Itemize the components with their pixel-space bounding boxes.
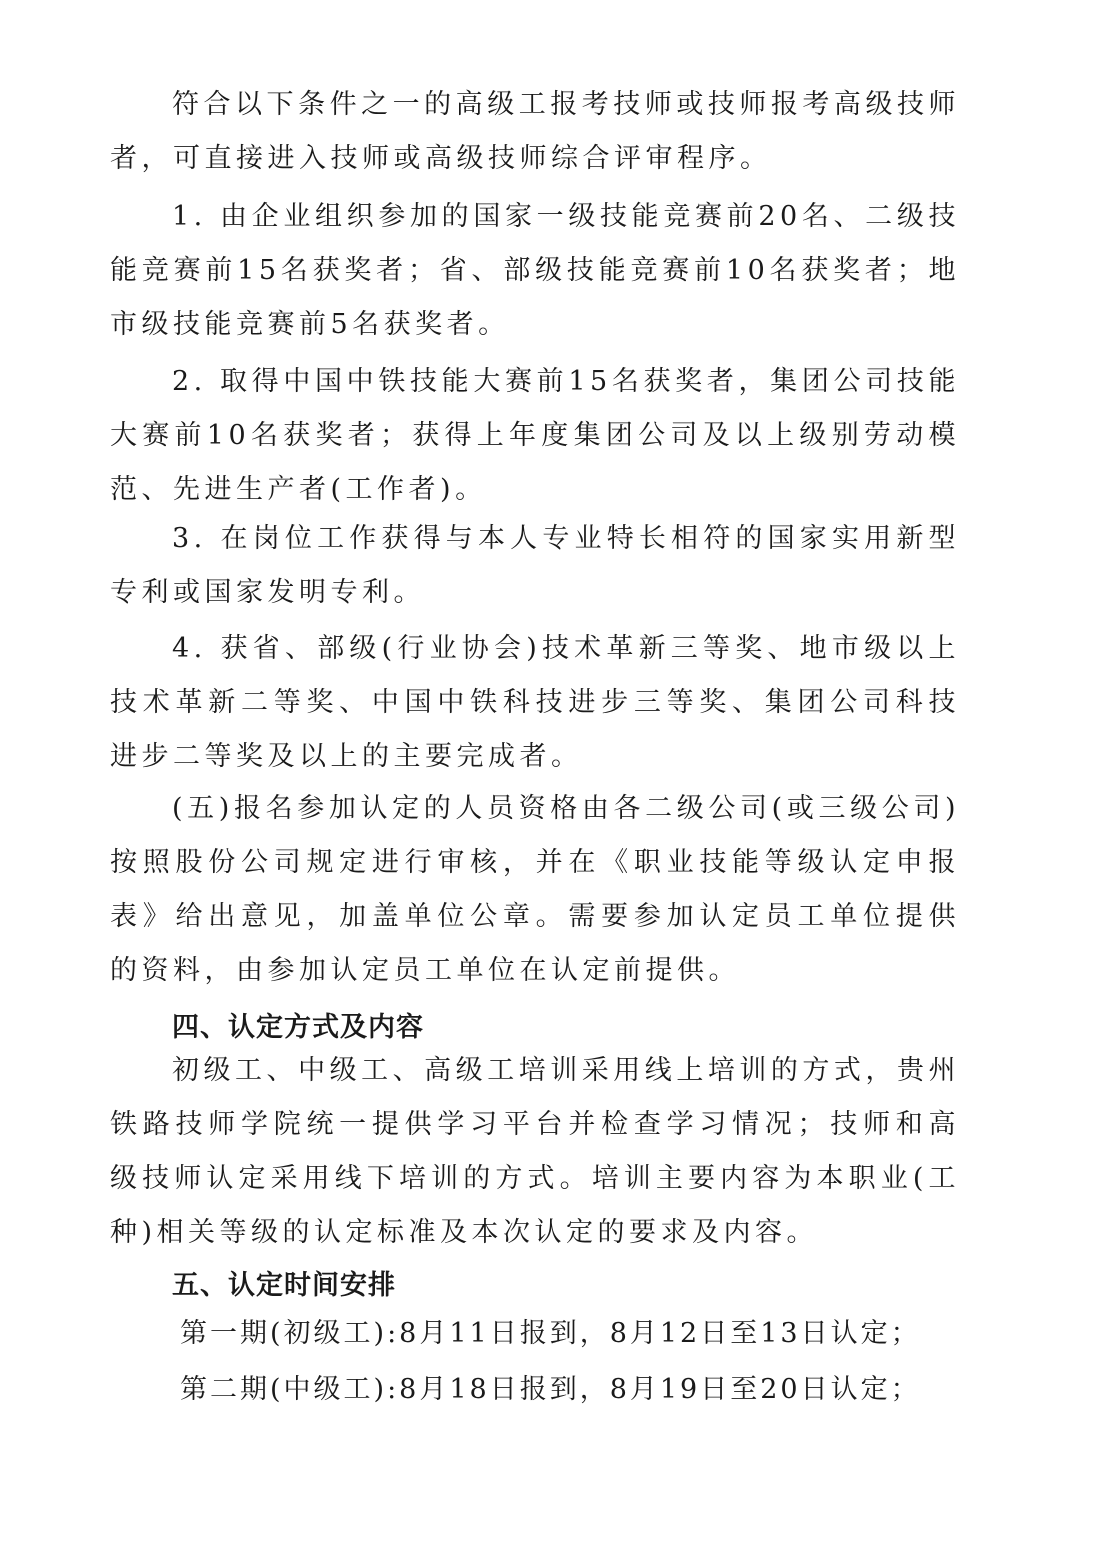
section-4-body: 初级工、中级工、高级工培训采用线上培训的方式，贵州铁路技师学院统一提供学习平台并检查学习情况；技师和高级技师认定采用线下培训的方式。培训主要内容为本职业(工种)相关等级的认定标准及本次认定的要求及内容。: [110, 1055, 960, 1248]
section-4-heading: 四、认定方式及内容: [172, 1012, 424, 1043]
paragraph-condition-2: 2. 取得中国中铁技能大赛前15名获奖者，集团公司技能大赛前10名获奖者；获得上年度集团公司及以上级别劳动模范、先进生产者(工作者)。: [110, 366, 960, 505]
section-5-heading: 五、认定时间安排: [172, 1270, 396, 1301]
schedule-line-phase-2: 第二期(中级工):8月18日报到，8月19日至20日认定；: [180, 1374, 921, 1405]
paragraph-condition-3: 3. 在岗位工作获得与本人专业特长相符的国家实用新型专利或国家发明专利。: [110, 523, 960, 608]
paragraph-qualification-review: (五)报名参加认定的人员资格由各二级公司(或三级公司)按照股份公司规定进行审核，并在《职业技能等级认定申报表》给出意见，加盖单位公章。需要参加认定员工单位提供的资料，由参加认定员工单位在认定前提供。: [110, 793, 960, 986]
schedule-line-phase-1: 第一期(初级工):8月11日报到，8月12日至13日认定；: [180, 1318, 921, 1349]
paragraph-condition-1: 1. 由企业组织参加的国家一级技能竞赛前20名、二级技能竞赛前15名获奖者；省、部级技能竞赛前10名获奖者；地市级技能竞赛前5名获奖者。: [110, 201, 960, 340]
paragraph-eligibility-intro: 符合以下条件之一的高级工报考技师或技师报考高级技师者，可直接进入技师或高级技师综合评审程序。: [110, 89, 960, 174]
paragraph-condition-4: 4. 获省、部级(行业协会)技术革新三等奖、地市级以上技术革新二等奖、中国中铁科技进步三等奖、集团公司科技进步二等奖及以上的主要完成者。: [110, 633, 960, 772]
